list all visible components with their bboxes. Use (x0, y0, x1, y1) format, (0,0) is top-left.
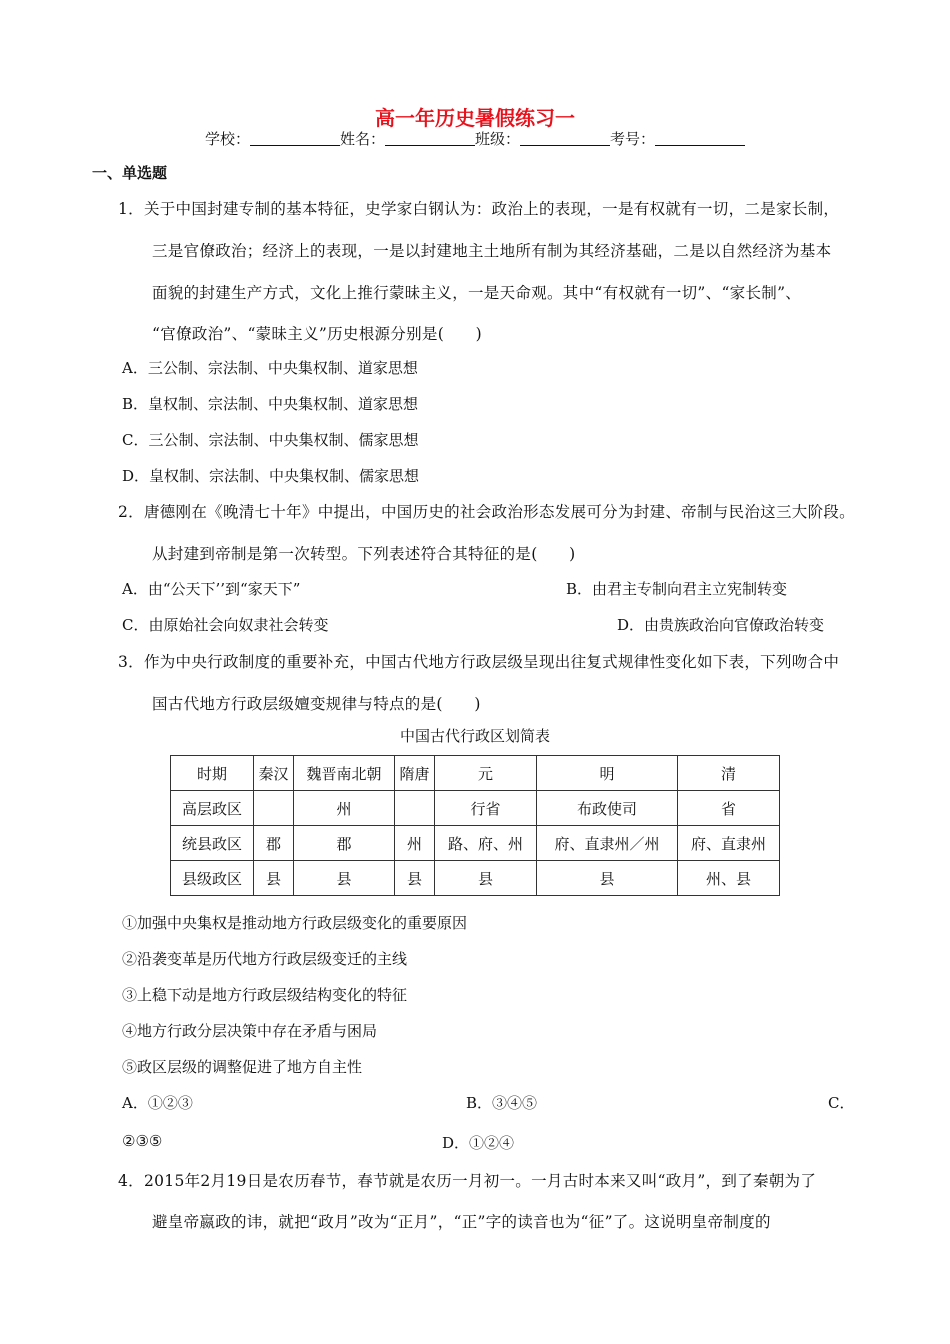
table-cell: 县 (395, 861, 435, 896)
table-row (171, 791, 780, 826)
table-row (171, 826, 780, 861)
q3-statement-3: ③上稳下动是地方行政层级结构变化的特征 (122, 986, 408, 1004)
q1-line-1: 1．关于中国封建专制的基本特征，史学家白钢认为：政治上的表现，一是有权就有一切，二是家长制， (118, 200, 840, 218)
table-header-cell: 明 (537, 756, 678, 791)
table-header-cell: 清 (678, 756, 780, 791)
table-header-row (171, 756, 780, 791)
name-blank[interactable] (385, 130, 475, 146)
q3-statement-5: ⑤政区层级的调整促进了地方自主性 (122, 1058, 363, 1076)
q4-line-2: 避皇帝嬴政的讳，就把“政月”改为“正月”，“正”字的读音也为“征”了。这说明皇帝制度的 (152, 1213, 771, 1231)
q1-line-4: “官僚政治”、“蒙昧主义”历史根源分别是( ) (152, 325, 482, 343)
q3-option-d: D．①②④ (442, 1134, 515, 1152)
q3-line-1: 3．作为中央行政制度的重要补充，中国古代地方行政层级呈现出往复式规律性变化如下表，下列吻合中 (118, 653, 840, 671)
q2-option-c: C．由原始社会向奴隶社会转变 (122, 616, 329, 634)
table-header-cell: 秦汉 (254, 756, 294, 791)
table-header-cell: 隋唐 (395, 756, 435, 791)
table-header-cell: 魏晋南北朝 (294, 756, 395, 791)
q3-option-a: A．①②③ (122, 1094, 193, 1112)
q3-option-c-label: C． (828, 1094, 855, 1112)
q2-line-2: 从封建到帝制是第一次转型。下列表述符合其特征的是( ) (152, 545, 576, 563)
table-cell: 县级政区 (171, 861, 254, 896)
class-label: 班级： (475, 130, 521, 148)
q3-statement-4: ④地方行政分层决策中存在矛盾与困局 (122, 1022, 378, 1040)
school-label: 学校： (204, 130, 250, 148)
section-heading: 一、单选题 (92, 164, 168, 182)
table-cell: 府、直隶州 (678, 826, 780, 861)
name-label: 姓名： (339, 130, 385, 148)
table-cell: 州、县 (678, 861, 780, 896)
q3-option-c-value: ②③⑤ (122, 1132, 163, 1150)
q2-option-a: A．由“公天下’’到“家天下” (122, 580, 301, 598)
table-cell: 行省 (435, 791, 537, 826)
exam-no-label: 考号： (610, 130, 656, 148)
table-cell: 县 (435, 861, 537, 896)
table-cell: 布政使司 (537, 791, 678, 826)
q1-option-a: A．三公制、宗法制、中央集权制、道家思想 (122, 359, 418, 377)
table-cell: 郡 (254, 826, 294, 861)
q1-line-2: 三是官僚政治；经济上的表现，一是以封建地主土地所有制为其经济基础，二是以自然经济为基本 (152, 242, 832, 260)
table-header-cell: 元 (435, 756, 537, 791)
q4-line-1: 4．2015年2月19日是农历春节，春节就是农历一月初一。一月古时本来又叫“政月”，到了秦朝为了 (118, 1172, 817, 1190)
table-caption: 中国古代行政区划简表 (399, 727, 550, 745)
table-cell: 郡 (294, 826, 395, 861)
table-cell: 省 (678, 791, 780, 826)
q1-option-b: B．皇权制、宗法制、中央集权制、道家思想 (122, 395, 419, 413)
class-blank[interactable] (520, 130, 610, 146)
table-cell: 县 (294, 861, 395, 896)
school-blank[interactable] (250, 130, 340, 146)
table-cell (254, 791, 294, 826)
q3-option-b: B．③④⑤ (466, 1094, 538, 1112)
table-cell: 县 (537, 861, 678, 896)
q2-option-d: D．由贵族政治向官僚政治转变 (617, 616, 825, 634)
q1-line-3: 面貌的封建生产方式，文化上推行蒙昧主义，一是天命观。其中“有权就有一切”、“家长制”、 (152, 284, 802, 302)
q3-line-2: 国古代地方行政层级嬗变规律与特点的是( ) (152, 695, 481, 713)
table-cell: 统县政区 (171, 826, 254, 861)
table-cell: 县 (254, 861, 294, 896)
exam-no-blank[interactable] (655, 130, 745, 146)
q2-option-b: B．由君主专制向君主立宪制转变 (566, 580, 788, 598)
table-cell: 路、府、州 (435, 826, 537, 861)
table-cell: 高层政区 (171, 791, 254, 826)
q3-statement-2: ②沿袭变革是历代地方行政层级变迁的主线 (122, 950, 408, 968)
student-info-line (0, 128, 950, 149)
q1-option-c: C．三公制、宗法制、中央集权制、儒家思想 (122, 431, 419, 449)
page-title: 高一年历史暑假练习一 (375, 106, 575, 130)
admin-division-table (170, 755, 780, 896)
table-header-cell: 时期 (171, 756, 254, 791)
table-cell: 州 (395, 826, 435, 861)
q2-line-1: 2．唐德刚在《晚清七十年》中提出，中国历史的社会政治形态发展可分为封建、帝制与民治这三大阶段。 (118, 503, 855, 521)
table-row (171, 861, 780, 896)
table-cell: 府、直隶州／州 (537, 826, 678, 861)
table-cell: 州 (294, 791, 395, 826)
q1-option-d: D．皇权制、宗法制、中央集权制、儒家思想 (122, 467, 420, 485)
table-cell (395, 791, 435, 826)
q3-statement-1: ①加强中央集权是推动地方行政层级变化的重要原因 (122, 914, 468, 932)
